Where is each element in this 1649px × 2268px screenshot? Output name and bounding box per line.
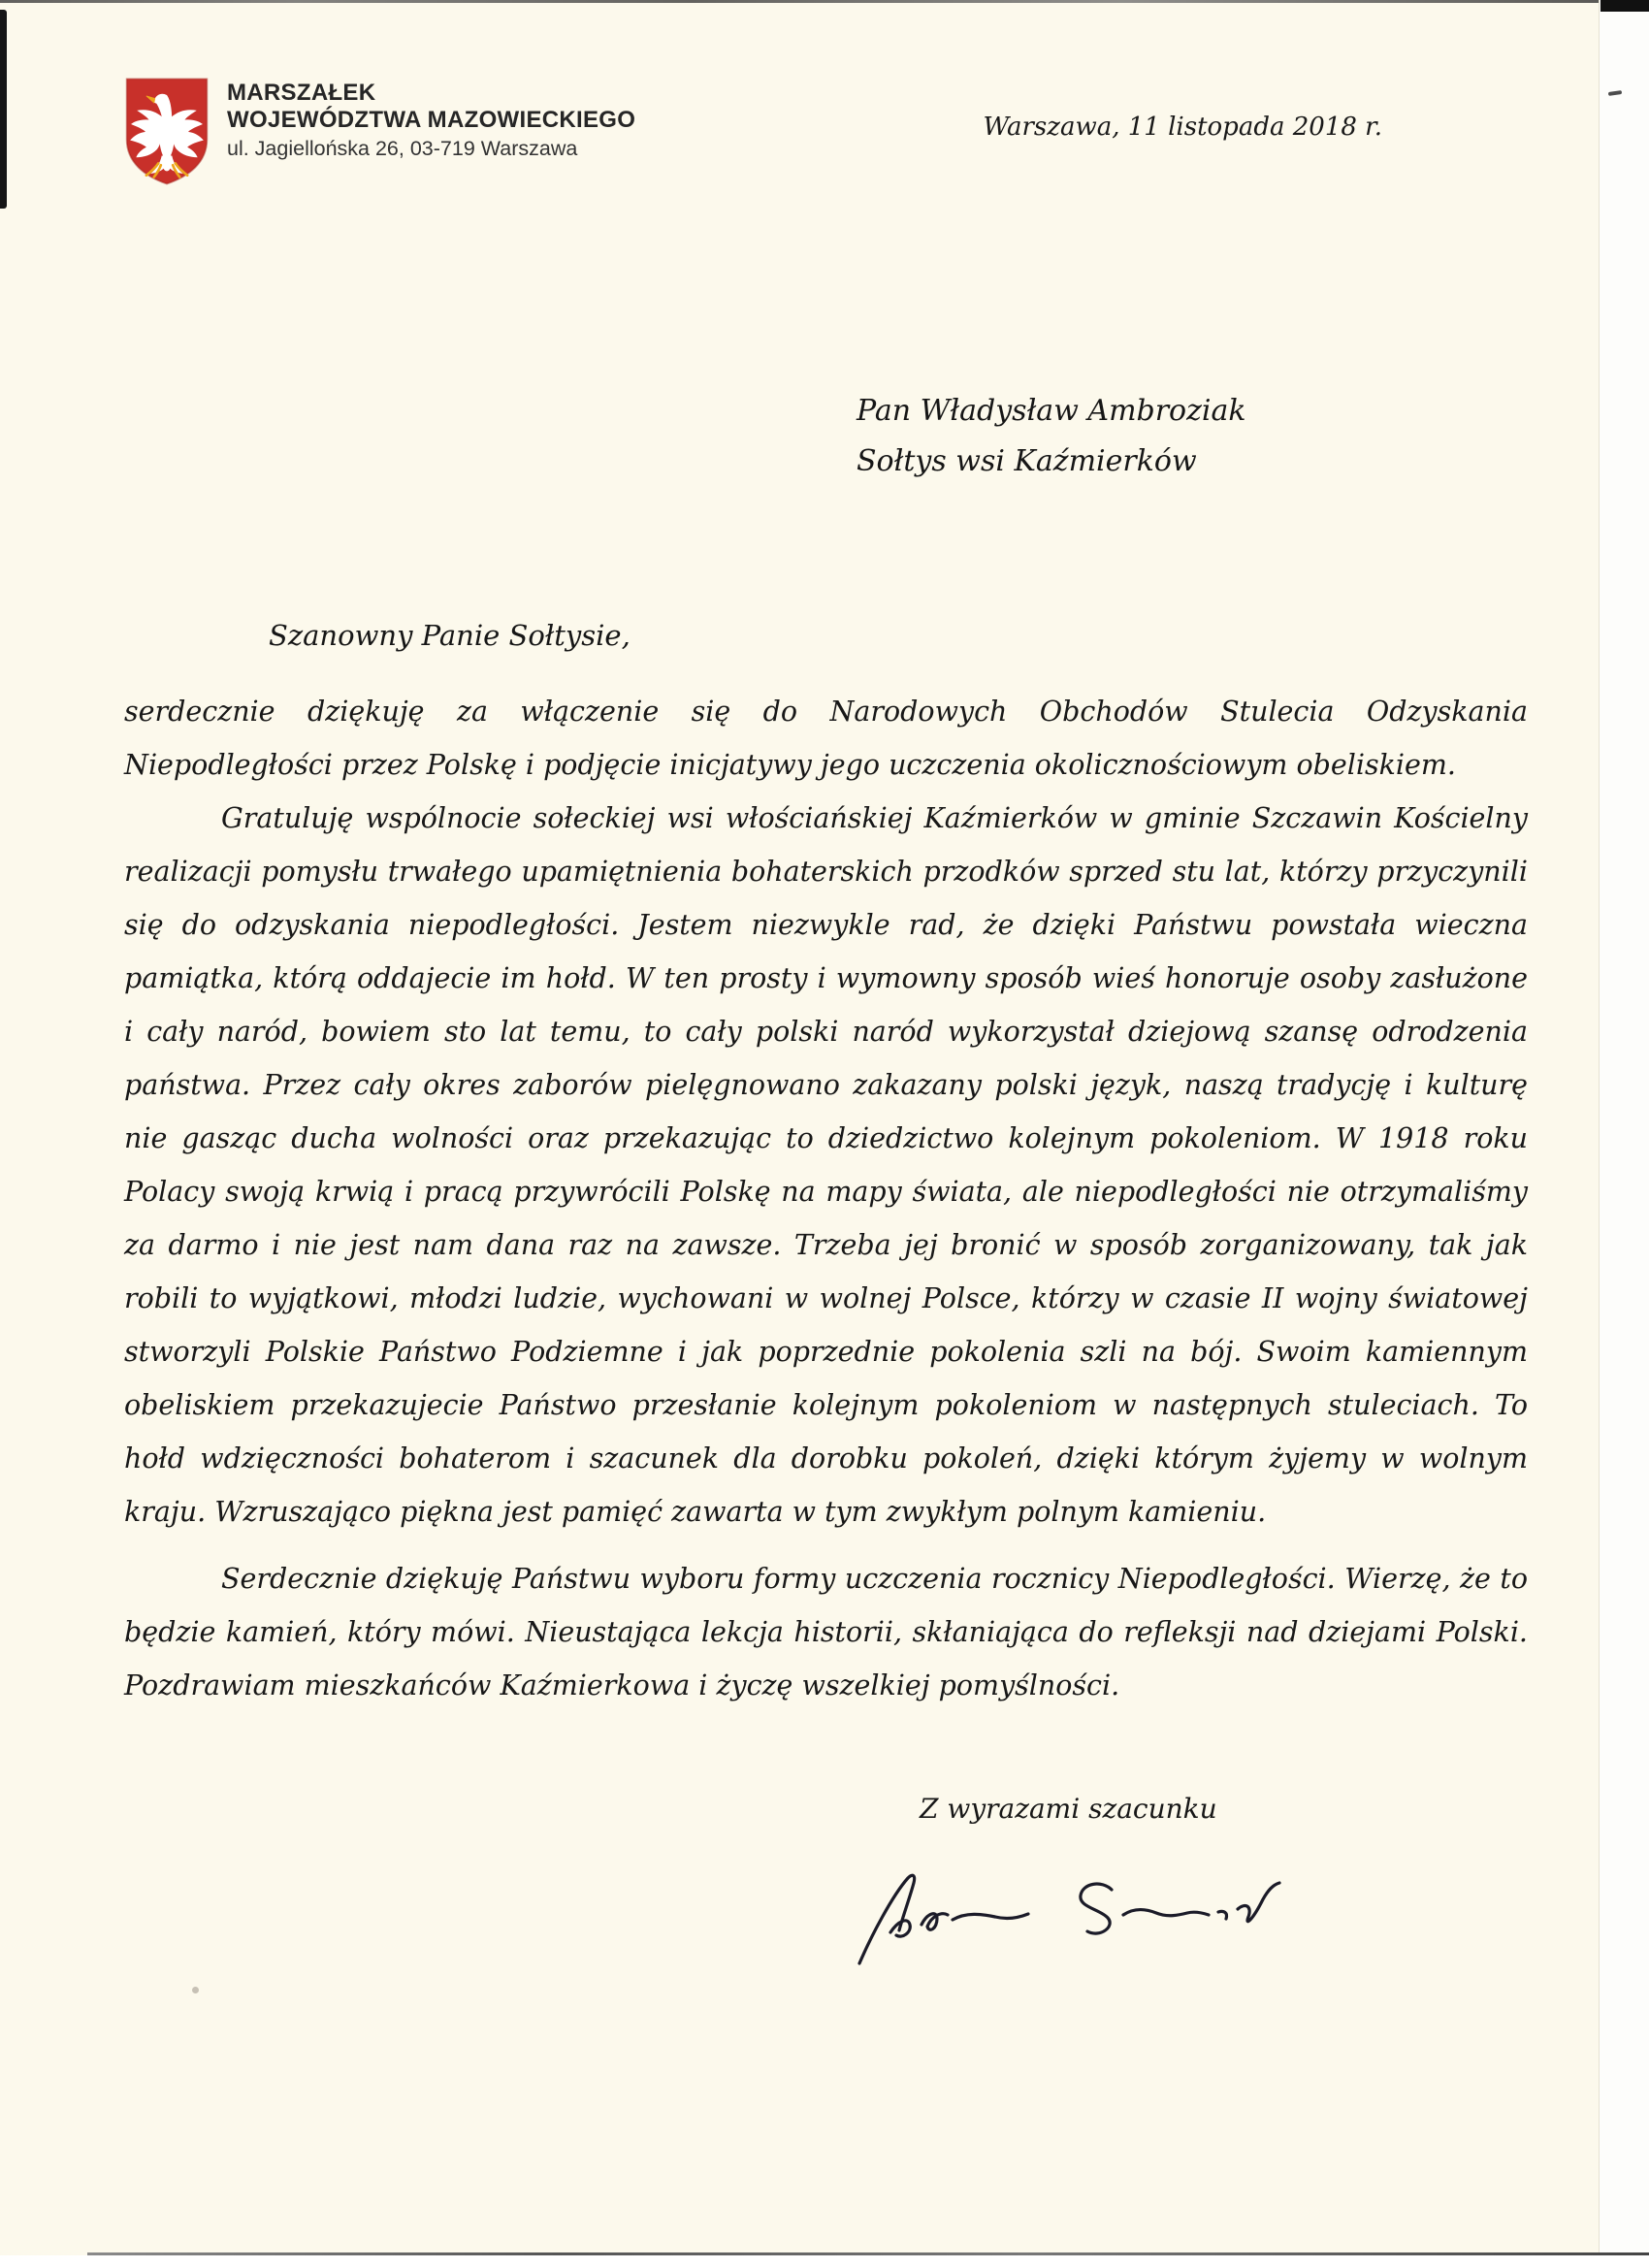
sender-block (227, 74, 635, 162)
scan-artifact-left-strip (0, 10, 7, 209)
recipient-title: Sołtys wsi Kaźmierków (857, 444, 1197, 478)
scan-artifact-top-edge (0, 0, 1649, 3)
body-paragraph-3: Serdecznie dziękuję Państwu wyboru formy uczczenia rocznicy Niepodległości. Wierzę, że to będzie kamień, który mówi. Nieustająca lekcja historii, skłaniająca do refleksji nad dziejami Polski. Pozdrawiam mieszkańców Kaźmierkowa i życzę wszelkiej pomyślności. (124, 1563, 1528, 1701)
salutation: Szanowny Panie Sołtysie, (269, 619, 630, 652)
recipient-block (857, 386, 1246, 487)
sender-org: WOJEWÓDZTWA MAZOWIECKIEGO (227, 107, 636, 133)
scan-artifact-speck (192, 1987, 199, 1993)
scan-artifact-right-margin (1599, 0, 1649, 2268)
sender-title: MARSZAŁEK (227, 80, 376, 106)
body-paragraph-2: Gratuluję wspólnocie sołeckiej wsi włościańskiej Kaźmierków w gminie Szczawin Kościelny realizacji pomysłu trwałego upamiętnienia bohaterskich przodków sprzed stu lat, którzy przyczynili się do odzyskania niepodległości. Jestem niezwykle rad, że dzięki Państwu powstała wieczna pamiątka, którą oddajecie im hołd. W ten prosty i wymowny sposób wieś honoruje osoby zasłużone i cały naród, bowiem sto lat temu, to cały polski naród wykorzystał dziejową szansę odrodzenia państwa. Przez cały okres zaborów pielęgnowano zakazany polski język, naszą tradycję i kulturę nie gasząc ducha wolności oraz przekazując to dziedzictwo kolejnym pokoleniom. W 1918 roku Polacy swoją krwią i pracą przywrócili Polskę na mapy świata, ale niepodległości nie otrzymaliśmy za darmo i nie jest nam dana raz na zawsze. Trzeba jej bronić w sposób zorganizowany, tak jak robili to wyjątkowi, młodzi ludzie, wychowani w wolnej Polsce, którzy w czasie II wojny światowej stworzyli Polskie Państwo Podziemne i jak poprzednie pokolenia szli na bój. Swoim kamiennym obeliskiem przekazujecie Państwo przesłanie kolejnym pokoleniom w następnych stuleciach. To hołd wdzięczności bohaterom i szacunek dla dorobku pokoleń, dzięki którym żyjemy w wolnym kraju. Wzruszająco piękna jest pamięć zawarta w tym zwykłym polnym kamieniu. (124, 802, 1528, 1528)
sender-address: ul. Jagiellońska 26, 03-719 Warszawa (227, 137, 578, 160)
handwritten-signature (852, 1859, 1298, 1975)
scan-artifact-bottom-white (0, 2255, 1649, 2268)
mazovia-coat-of-arms-icon (124, 74, 210, 188)
closing-phrase: Z wyrazami szacunku (920, 1793, 1217, 1825)
dateline: Warszawa, 11 listopada 2018 r. (983, 113, 1382, 142)
scan-artifact-corner-mark (1600, 0, 1649, 12)
body-paragraph-1: serdecznie dziękuję za włączenie się do Narodowych Obchodów Stulecia Odzyskania Niepodległości przez Polskę i podjęcie inicjatywy jego uczczenia okolicznościowym obeliskiem. (124, 696, 1528, 781)
letter-body (124, 685, 1528, 1712)
recipient-name: Pan Władysław Ambroziak (857, 394, 1246, 428)
letterhead (124, 74, 635, 188)
